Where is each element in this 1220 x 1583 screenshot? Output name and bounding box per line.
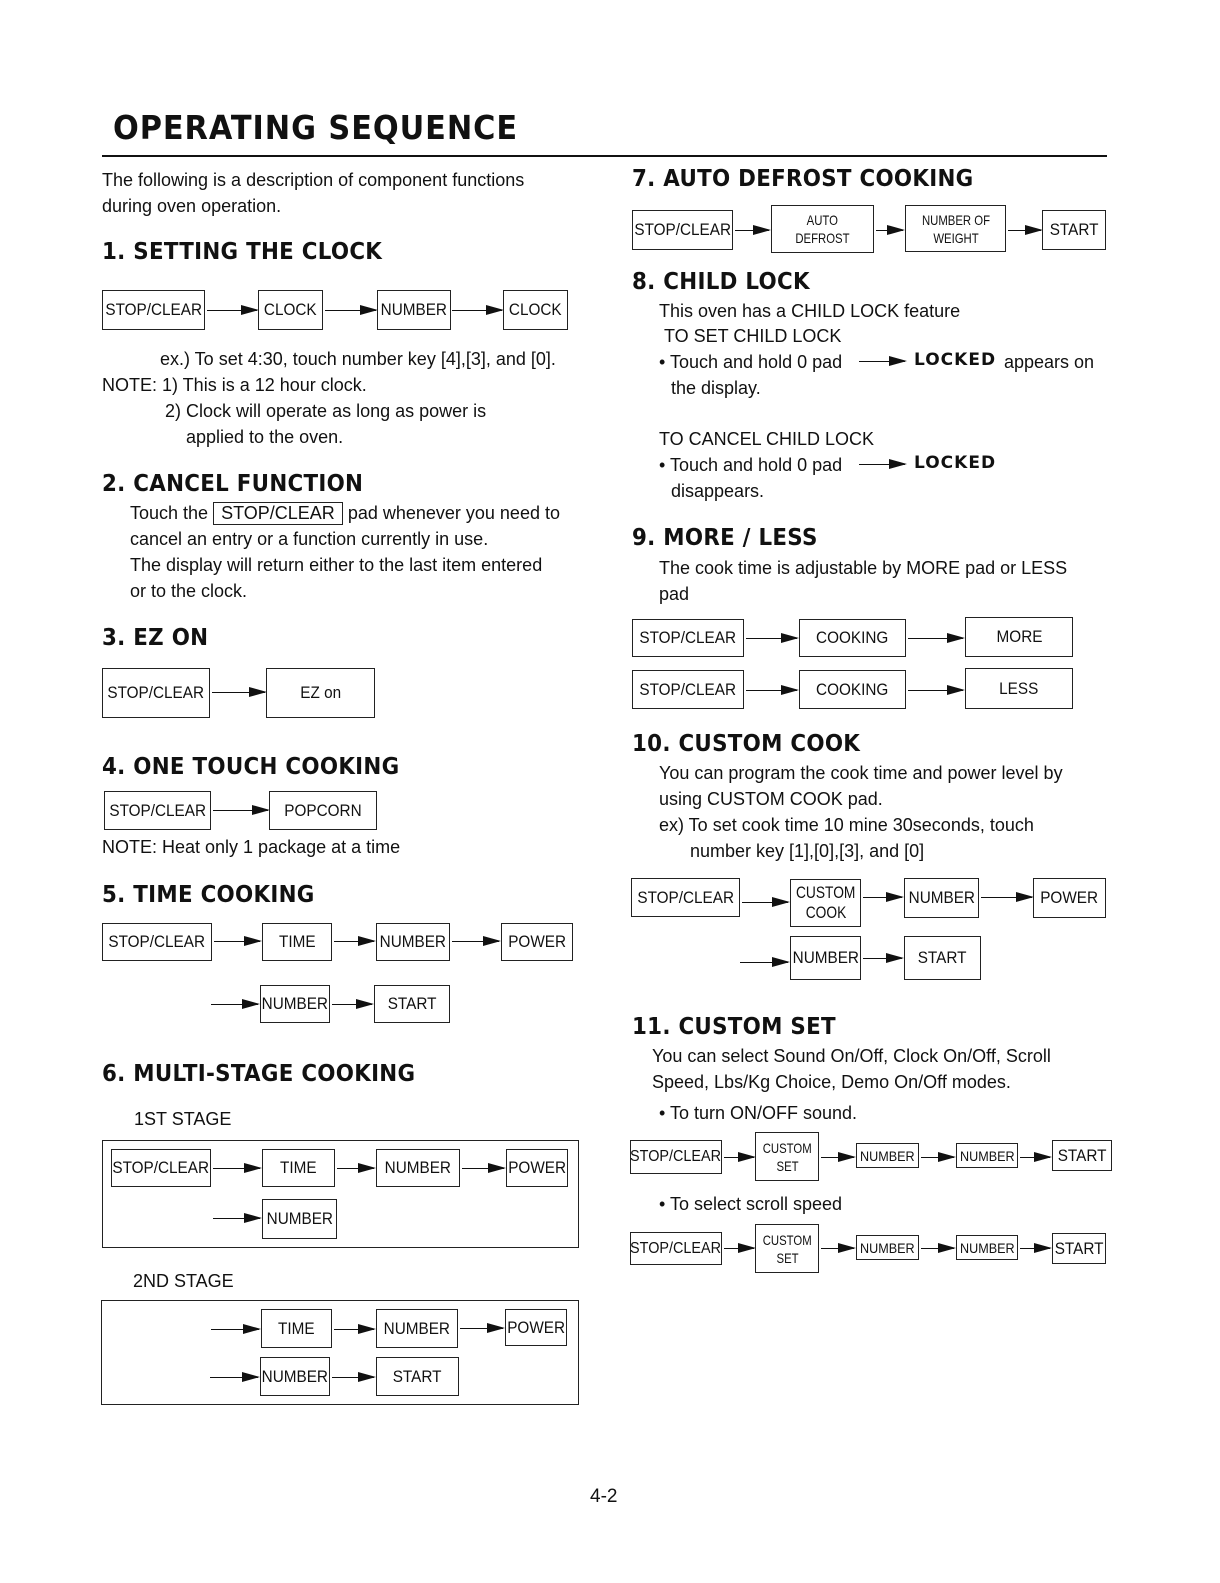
section-3-heading: 3. EZ ON <box>102 625 209 651</box>
s6-stage2-time-key: TIME <box>261 1309 332 1348</box>
s2-stop-clear-inline-key: STOP/CLEAR <box>213 502 343 525</box>
section-5-heading: 5. TIME COOKING <box>102 882 315 908</box>
s10-custom-cook-key <box>790 879 861 927</box>
arrow-icon <box>213 1218 260 1219</box>
s6-time-key: TIME <box>262 1149 335 1187</box>
key-text: SET <box>775 1249 799 1266</box>
s5-stop-clear-key: STOP/CLEAR <box>102 923 212 961</box>
s10-line-1: You can program the cook time and power level by <box>659 763 1063 783</box>
s1-note-1: NOTE: 1) This is a 12 hour clock. <box>102 375 367 395</box>
s11-stop-clear-key-2: STOP/CLEAR <box>630 1232 722 1265</box>
s6-stage2-power-key: POWER <box>505 1309 567 1346</box>
s11-stop-clear-key: STOP/CLEAR <box>630 1140 722 1174</box>
s1-clock-key-2: CLOCK <box>503 290 568 330</box>
key-text: CUSTOM <box>795 883 856 902</box>
arrow-icon <box>746 690 797 691</box>
arrow-icon <box>212 692 265 693</box>
arrow-icon <box>821 1248 854 1249</box>
s4-popcorn-key: POPCORN <box>269 791 377 830</box>
arrow-icon <box>1020 1157 1050 1158</box>
s7-stop-clear-key: STOP/CLEAR <box>632 210 733 250</box>
s6-number-key: NUMBER <box>376 1149 460 1187</box>
s5-start-key: START <box>374 985 450 1023</box>
s1-stop-clear-key: STOP/CLEAR <box>102 290 205 330</box>
s1-note-2: 2) Clock will operate as long as power is <box>165 401 487 421</box>
s5-number-key: NUMBER <box>376 923 450 961</box>
s11-line-4: • To select scroll speed <box>659 1194 843 1214</box>
s11-start-key-2: START <box>1052 1233 1106 1264</box>
s11-custom-set-key <box>755 1132 819 1181</box>
s4-note: NOTE: Heat only 1 package at a time <box>102 837 401 857</box>
s10-line-4: number key [1],[0],[3], and [0] <box>690 841 925 861</box>
s10-line-3: ex) To set cook time 10 mine 30seconds, touch <box>659 815 1034 835</box>
s8-line-6: • Touch and hold 0 pad <box>659 455 843 475</box>
s7-auto-defrost-key <box>771 205 874 253</box>
key-text: COOK <box>805 903 846 922</box>
s6-stage-2-label: 2ND STAGE <box>133 1271 234 1291</box>
s11-number-key-3: NUMBER <box>856 1235 919 1260</box>
s6-stage2-number-key-2: NUMBER <box>260 1357 330 1396</box>
arrow-icon <box>724 1157 754 1158</box>
s8-line-2: TO SET CHILD LOCK <box>664 326 842 346</box>
s9-stop-clear-key: STOP/CLEAR <box>632 619 744 657</box>
arrow-icon <box>460 1328 503 1329</box>
intro-line-1: The following is a description of component functions <box>102 170 525 190</box>
section-11-heading: 11. CUSTOM SET <box>632 1014 836 1040</box>
section-1-heading: 1. SETTING THE CLOCK <box>102 239 383 265</box>
key-text: SET <box>775 1157 799 1174</box>
s8-line-7: disappears. <box>671 481 765 501</box>
s8-line-1: This oven has a CHILD LOCK feature <box>659 301 961 321</box>
arrow-icon <box>1008 230 1041 231</box>
arrow-icon <box>821 1157 854 1158</box>
page-number: 4-2 <box>590 1486 618 1507</box>
arrow-icon <box>740 962 788 963</box>
arrow-icon <box>213 810 268 811</box>
arrow-icon <box>210 1377 258 1378</box>
arrow-icon <box>1020 1248 1050 1249</box>
arrow-icon <box>876 230 903 231</box>
s2-line-2: cancel an entry or a function currently in use. <box>130 529 489 549</box>
s2-line-1 <box>130 500 560 526</box>
s6-stop-clear-key: STOP/CLEAR <box>111 1149 211 1187</box>
s8-line-3b: appears on <box>1004 352 1095 372</box>
s2-line-4: or to the clock. <box>130 581 248 601</box>
arrow-icon <box>211 1329 259 1330</box>
s8-line-5: TO CANCEL CHILD LOCK <box>659 429 875 449</box>
s11-custom-set-key-2 <box>755 1224 819 1273</box>
s6-stage-1-label: 1ST STAGE <box>134 1109 232 1129</box>
arrow-icon <box>921 1248 954 1249</box>
s9-line-1: The cook time is adjustable by MORE pad or LESS <box>659 558 1068 578</box>
arrow-icon <box>724 1248 754 1249</box>
arrow-icon <box>332 1377 374 1378</box>
s1-number-key: NUMBER <box>377 290 451 330</box>
arrow-icon <box>908 638 963 639</box>
s11-number-key: NUMBER <box>856 1143 919 1168</box>
s2-text: Touch the <box>130 503 209 523</box>
arrow-icon <box>214 941 260 942</box>
arrow-icon <box>981 897 1032 898</box>
s11-start-key: START <box>1052 1140 1112 1171</box>
s11-line-3: • To turn ON/OFF sound. <box>659 1103 858 1123</box>
title-rule <box>102 155 1107 157</box>
section-4-heading: 4. ONE TOUCH COOKING <box>102 754 400 780</box>
s9-more-key: MORE <box>965 617 1073 657</box>
arrow-icon <box>462 1168 504 1169</box>
s3-ez-on-key: EZ on <box>266 668 375 718</box>
arrow-icon <box>908 690 963 691</box>
s1-clock-key: CLOCK <box>258 290 323 330</box>
s2-line-3: The display will return either to the last item entered <box>130 555 543 575</box>
arrow-icon <box>207 310 257 311</box>
arrow-icon <box>211 1004 258 1005</box>
s10-number-key: NUMBER <box>904 878 979 918</box>
s11-number-key-4: NUMBER <box>956 1235 1018 1260</box>
s9-cooking-key-2: COOKING <box>799 670 906 709</box>
section-10-heading: 10. CUSTOM COOK <box>632 731 861 757</box>
s5-time-key: TIME <box>262 923 332 961</box>
s10-number-key-2: NUMBER <box>790 936 861 980</box>
s1-example: ex.) To set 4:30, touch number key [4],[3], and [0]. <box>160 349 556 369</box>
arrow-icon <box>746 638 797 639</box>
section-2-heading: 2. CANCEL FUNCTION <box>102 471 364 497</box>
arrow-icon <box>863 958 902 959</box>
s11-line-1: You can select Sound On/Off, Clock On/Off, Scroll <box>652 1046 1051 1066</box>
key-text: NUMBER OF <box>921 211 990 228</box>
s9-stop-clear-key-2: STOP/CLEAR <box>632 670 744 709</box>
s11-line-2: Speed, Lbs/Kg Choice, Demo On/Off modes. <box>652 1072 1011 1092</box>
s9-cooking-key: COOKING <box>799 619 906 657</box>
s10-start-key: START <box>904 936 981 980</box>
s5-power-key: POWER <box>501 923 573 961</box>
key-text: DEFROST <box>795 230 850 246</box>
s6-power-key: POWER <box>506 1149 568 1187</box>
section-8-heading: 8. CHILD LOCK <box>632 269 810 295</box>
arrow-icon <box>332 1004 372 1005</box>
arrow-icon <box>735 230 769 231</box>
s1-note-3: applied to the oven. <box>186 427 344 447</box>
s10-power-key: POWER <box>1033 878 1106 918</box>
s10-stop-clear-key: STOP/CLEAR <box>631 878 740 917</box>
s8-line-4: the display. <box>671 378 761 398</box>
s10-line-2: using CUSTOM COOK pad. <box>659 789 883 809</box>
key-text: WEIGHT <box>932 229 979 246</box>
arrow-icon <box>859 464 905 465</box>
arrow-icon <box>452 310 502 311</box>
s7-number-of-weight-key <box>905 205 1006 252</box>
arrow-icon <box>334 1329 374 1330</box>
key-text: CUSTOM <box>762 1231 812 1248</box>
page-title: OPERATING SEQUENCE <box>113 108 519 147</box>
arrow-icon <box>452 941 499 942</box>
s8-locked-indicator: LOCKED <box>914 350 997 370</box>
arrow-icon <box>859 361 905 362</box>
s6-stage2-start-key: START <box>376 1357 459 1396</box>
s8-locked-indicator-2: LOCKED <box>914 453 997 473</box>
s6-number-key-2: NUMBER <box>262 1199 337 1239</box>
s3-stop-clear-key: STOP/CLEAR <box>102 668 210 718</box>
section-6-heading: 6. MULTI-STAGE COOKING <box>102 1061 416 1087</box>
s6-stage2-number-key: NUMBER <box>376 1309 458 1348</box>
arrow-icon <box>863 897 902 898</box>
s9-less-key: LESS <box>965 668 1073 709</box>
arrow-icon <box>742 902 788 903</box>
arrow-icon <box>325 310 376 311</box>
key-text: CUSTOM <box>762 1139 812 1156</box>
s4-stop-clear-key: STOP/CLEAR <box>104 791 211 830</box>
arrow-icon <box>921 1157 954 1158</box>
s5-number-key-2: NUMBER <box>260 985 330 1023</box>
key-text: AUTO <box>806 212 839 228</box>
s7-start-key: START <box>1042 210 1106 250</box>
section-9-heading: 9. MORE / LESS <box>632 525 818 551</box>
s8-line-3a: • Touch and hold 0 pad <box>659 352 843 372</box>
arrow-icon <box>334 941 374 942</box>
arrow-icon <box>337 1168 374 1169</box>
section-7-heading: 7. AUTO DEFROST COOKING <box>632 166 974 192</box>
arrow-icon <box>213 1168 260 1169</box>
intro-line-2: during oven operation. <box>102 196 282 216</box>
s9-line-2: pad <box>659 584 690 604</box>
s2-text: pad whenever you need to <box>347 503 560 523</box>
s11-number-key-2: NUMBER <box>956 1143 1018 1168</box>
